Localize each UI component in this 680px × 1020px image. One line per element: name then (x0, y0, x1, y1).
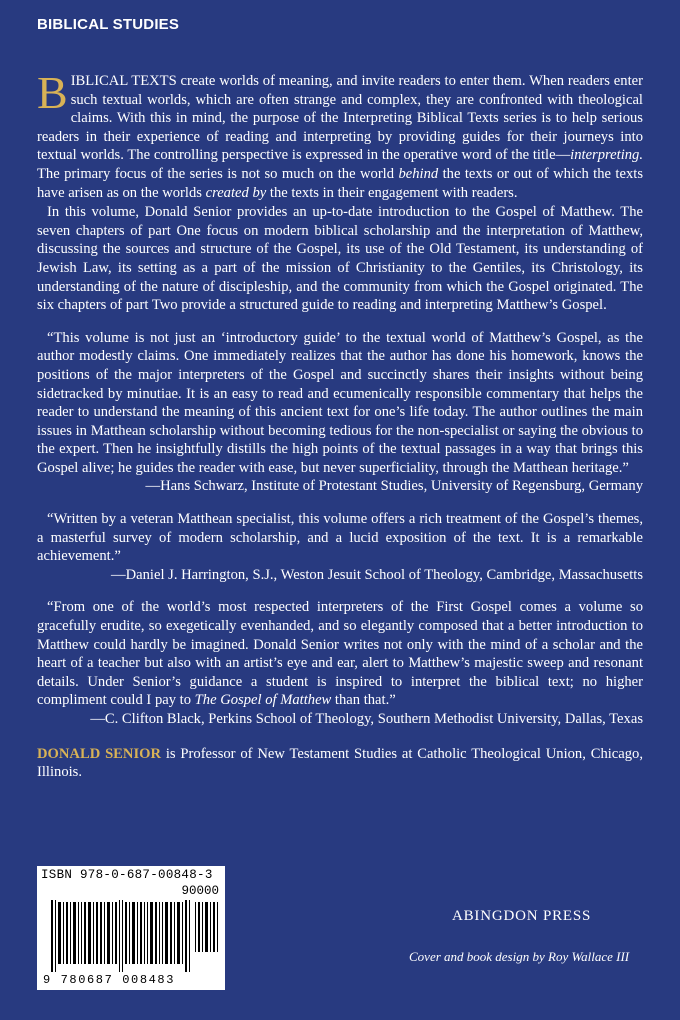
intro-emphasis-1: interpreting. (570, 147, 643, 164)
book-summary: In this volume, Donald Senior provides an up-to-date introduction to the Gospel of Matthew. The seven chapters of part One focus on modern biblical scholarship and the interpretation of Matthew, discussing the sources and structure of the Gospel, its use of the Old Testament, its understanding of Jewish Law, its setting as a part of the mission of Christianity to the Gentiles, its Christology, its understanding of the nature of discipleship, and the community from which the Gospel originated. The six chapters of part Two provide a structured guide to reading and interpreting Matthew’s Gospel. (37, 204, 643, 314)
intro-text-4: the texts in their engagement with readers. (266, 184, 518, 201)
intro-text-3: the texts or out of which the texts have arisen as on the worlds (37, 165, 643, 201)
endorsement-attribution-2: —Daniel J. Harrington, S.J., Weston Jesuit School of Theology, Cambridge, Massachusetts (111, 566, 643, 583)
intro-text-1: create worlds of meaning, and invite readers to enter them. When readers enter such textual worlds, which are often strange and complex, they are confronted with theological claims. With this in mind, the purpose of the Interpreting Biblical Texts series is to help serious readers in their experience of reading and interpreting by providing guides for their journeys into textual worlds. The controlling perspective is expressed in the operative word of the title— (37, 73, 643, 164)
drop-cap: B (37, 67, 68, 118)
intro-emphasis-2: behind (398, 165, 439, 182)
barcode (37, 866, 225, 990)
endorsement-attribution-3: —C. Clifton Black, Perkins School of Theology, Southern Methodist University, Dallas, Texas (90, 711, 643, 727)
endorsement-quote-2: “Written by a veteran Matthean specialist, this volume offers a rich treatment of the Gospel’s themes, a masterful survey of modern scholarship, and a lucid exposition of the text. It is a remarkable achievement.” (37, 511, 643, 565)
quote-3-book-title: The Gospel of Matthew (194, 692, 332, 709)
series-label: BIBLICAL STUDIES (37, 16, 180, 33)
intro-emphasis-3: created by (205, 184, 267, 201)
isbn-number: ISBN 978-0-687-00848-3 (41, 868, 213, 882)
quote-3-text-end: than that.” (331, 692, 396, 709)
author-bio (37, 745, 643, 782)
author-bio-text: is Professor of New Testament Studies at Catholic Theological Union, Chicago, Illinois. (37, 745, 643, 781)
back-cover-text (37, 67, 643, 782)
endorsement-attribution-1: —Hans Schwarz, Institute of Protestant Studies, University of Regensburg, Germany (145, 478, 643, 495)
endorsement-quote-1: “This volume is not just an ‘introductory guide’ to the textual world of Matthew’s Gospel, as the author modestly claims. One immediately realizes that the author has done his homework, knows the positions of the major interpreters of the Gospel and succinctly shares their insights without being sidetracked by minutiae. It is an easy to read and ecumenically responsible commentary that helps the reader to understand the meaning of this ancient text for one’s life today. The author outlines the main issues in Matthean scholarship without becoming tedious for the non-specialist or saying the obvious to the expert. Then he insightfully distills the high points of the textual passages in a way that brings this Gospel alive; he guides the reader with ease, but never superficiality, through the Matthean heritage.” (37, 329, 643, 476)
intro-lead: IBLICAL TEXTS (70, 73, 177, 89)
design-credit: Cover and book design by Roy Wallace III (409, 949, 630, 964)
barcode-digits: 9 780687 008483 (43, 973, 176, 987)
quote-3-text: “From one of the world’s most respected interpreters of the First Gospel comes a volume so gracefully erudite, so exegetically evenhanded, and so elegantly composed that a better introduction to Matthew could hardly be imagined. Donald Senior writes not only with the mind of a scholar and the heart of a teacher but also with an artist’s eye and ear, alert to Matthew’s majestic sweep and resonant details. Under Senior’s guidance a student is inspired to interpret the biblical text; no higher compliment could I pay to (37, 599, 643, 709)
endorsement-quote-3 (37, 598, 643, 710)
barcode-bars (37, 900, 225, 972)
author-name: DONALD SENIOR (37, 745, 162, 762)
price-code: 90000 (181, 884, 219, 898)
series-intro (37, 67, 643, 202)
publisher-name: ABINGDON PRESS (452, 908, 592, 924)
intro-text-2: The primary focus of the series is not so much on the world (37, 165, 399, 182)
